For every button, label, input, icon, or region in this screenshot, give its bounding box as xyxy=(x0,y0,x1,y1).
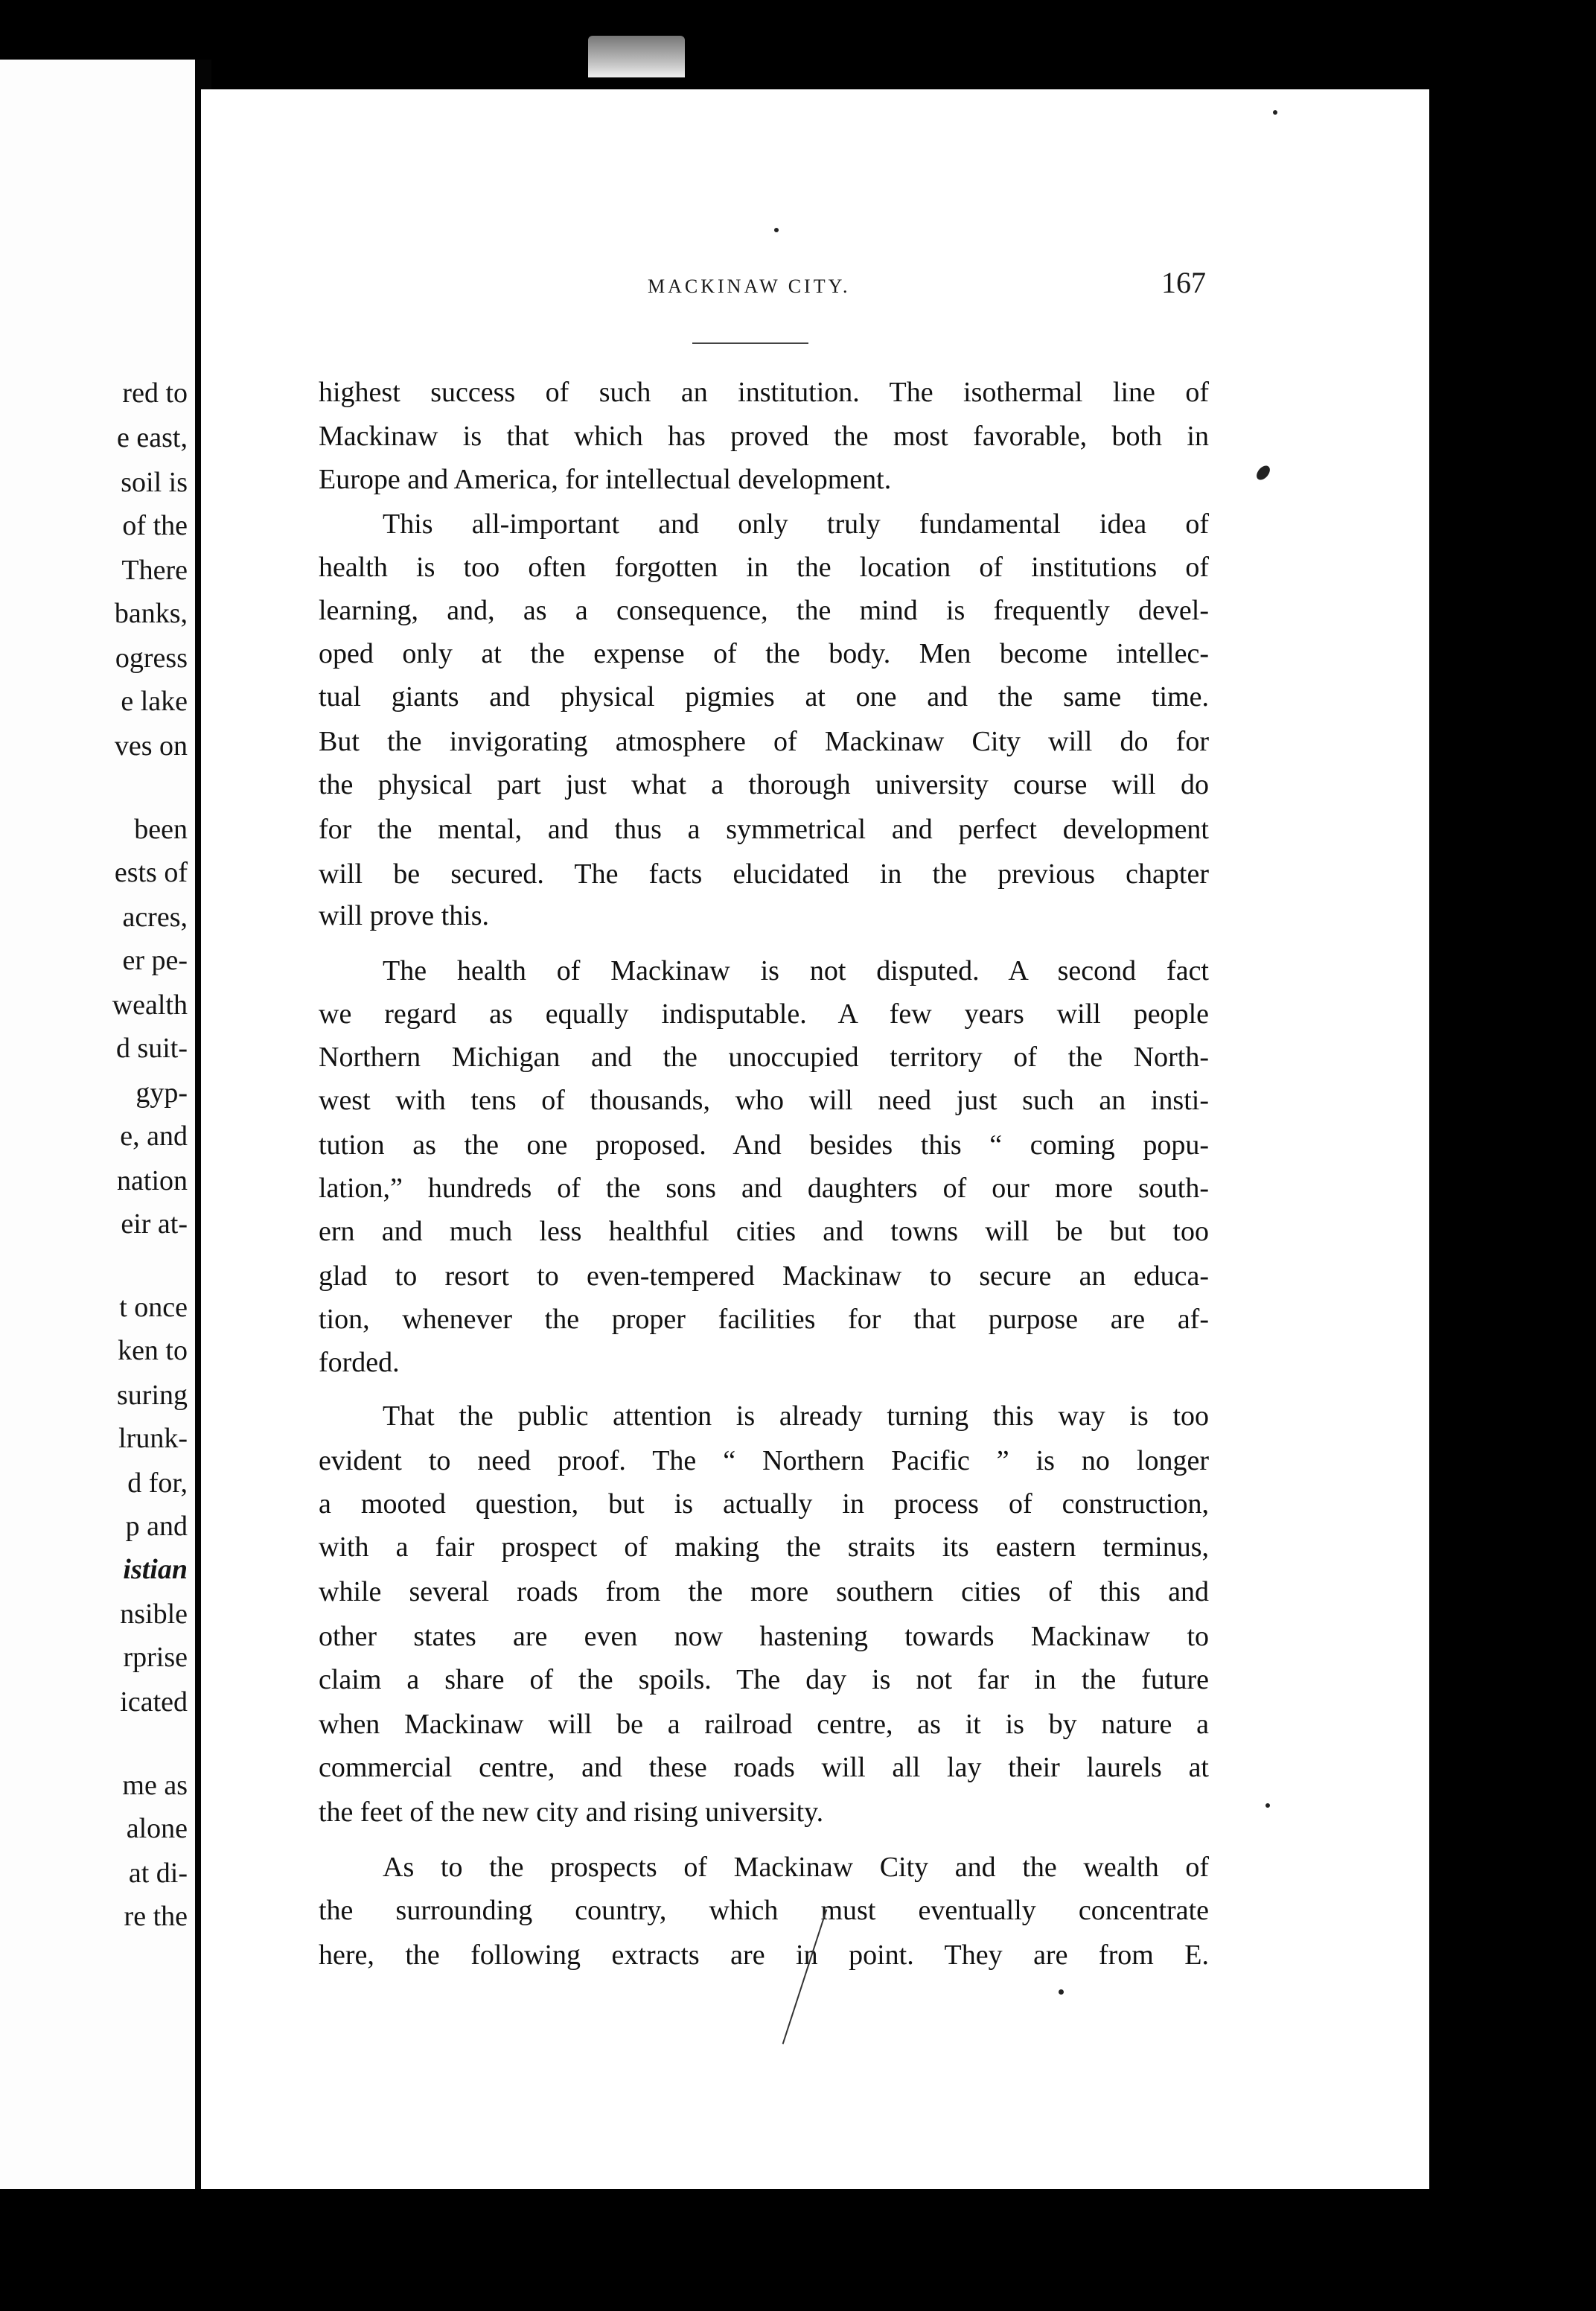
body-line: the feet of the new city and rising university. xyxy=(319,1797,824,1828)
body-line: The health of Mackinaw is not disputed. A second fact xyxy=(383,955,1209,986)
body-line: This all-important and only truly fundamental idea of xyxy=(383,509,1209,540)
facing-page-line: er pe- xyxy=(122,945,188,976)
facing-page-line: lrunk- xyxy=(118,1423,188,1454)
facing-page-line: been xyxy=(134,814,188,845)
facing-page-line: acres, xyxy=(122,902,188,933)
body-line: forded. xyxy=(319,1347,400,1378)
running-head: MACKINAW CITY. xyxy=(648,275,851,297)
scan-speck xyxy=(1265,1803,1270,1808)
body-line: evident to need proof. The “ Northern Pacific ” is no longer xyxy=(319,1445,1209,1476)
body-line: tion, whenever the proper facilities for that purpose are af- xyxy=(319,1304,1209,1335)
body-line: for the mental, and thus a symmetrical and perfect development xyxy=(319,814,1209,845)
body-line: when Mackinaw will be a railroad centre, as it is by nature a xyxy=(319,1709,1209,1740)
body-line: commercial centre, and these roads will all lay their laurels at xyxy=(319,1752,1209,1783)
facing-page-line: soil is xyxy=(121,467,188,498)
body-line: Europe and America, for intellectual development. xyxy=(319,464,892,495)
body-line: with a fair prospect of making the straits its eastern terminus, xyxy=(319,1531,1209,1563)
facing-page-line: alone xyxy=(126,1813,188,1844)
body-line: Northern Michigan and the unoccupied territory of the North- xyxy=(319,1042,1209,1073)
facing-page-line: ests of xyxy=(114,857,188,888)
facing-page-line: p and xyxy=(125,1511,188,1542)
body-line: here, the following extracts are in point. They are from E. xyxy=(319,1939,1209,1971)
body-line: the surrounding country, which must eventually concentrate xyxy=(319,1895,1209,1926)
facing-page-line: t once xyxy=(119,1292,188,1323)
facing-page-line: There xyxy=(121,555,188,586)
facing-page-line: rprise xyxy=(123,1642,188,1673)
body-line: oped only at the expense of the body. Men become intellec- xyxy=(319,638,1209,669)
facing-page-line: e, and xyxy=(120,1121,188,1152)
body-line: a mooted question, but is actually in process of construction, xyxy=(319,1488,1209,1520)
body-line: That the public attention is already turning this way is too xyxy=(383,1400,1209,1432)
scan-speck xyxy=(1059,1989,1064,1995)
body-line: will prove this. xyxy=(319,900,490,931)
facing-page-line: nsible xyxy=(120,1598,188,1630)
body-line: the physical part just what a thorough university course will do xyxy=(319,769,1209,800)
facing-page-line: eir at- xyxy=(121,1208,188,1240)
facing-page-line: ogress xyxy=(115,643,188,674)
body-line: will be secured. The facts elucidated in the previous chapter xyxy=(319,858,1209,890)
body-line: health is too often forgotten in the location of institutions of xyxy=(319,552,1209,583)
facing-page-line: d suit- xyxy=(115,1033,188,1064)
page-number: 167 xyxy=(1161,266,1206,299)
book-page xyxy=(201,89,1429,2189)
facing-page-line: wealth xyxy=(112,989,188,1021)
body-line: learning, and, as a consequence, the mind is frequently devel- xyxy=(319,595,1209,626)
body-line: other states are even now hastening towards Mackinaw to xyxy=(319,1621,1209,1652)
clip-tab xyxy=(588,36,685,77)
body-line: west with tens of thousands, who will need just such an insti- xyxy=(319,1085,1209,1116)
facing-page-line: e east, xyxy=(117,422,188,453)
facing-page-line: e lake xyxy=(121,686,188,717)
header-rule xyxy=(692,342,808,344)
body-line: while several roads from the more southern cities of this and xyxy=(319,1576,1209,1607)
facing-page-line: at di- xyxy=(128,1858,188,1889)
facing-page-line: icated xyxy=(120,1686,188,1718)
body-line: we regard as equally indisputable. A few years will people xyxy=(319,998,1209,1030)
facing-page-line: suring xyxy=(117,1380,188,1411)
pencil-mark xyxy=(782,1909,828,2044)
facing-page-line: red to xyxy=(122,377,188,409)
scan-speck xyxy=(1254,463,1273,482)
facing-page-line: ves on xyxy=(114,730,188,762)
body-line: Mackinaw is that which has proved the most favorable, both in xyxy=(319,421,1209,452)
body-line: As to the prospects of Mackinaw City and the wealth of xyxy=(383,1852,1209,1883)
scan-speck xyxy=(1273,110,1277,115)
scan-speck xyxy=(774,228,779,232)
body-line: tution as the one proposed. And besides this “ coming popu- xyxy=(319,1129,1209,1161)
facing-page-line: re the xyxy=(124,1901,188,1932)
body-line: lation,” hundreds of the sons and daughters of our more south- xyxy=(319,1173,1209,1204)
body-line: But the invigorating atmosphere of Mackinaw City will do for xyxy=(319,726,1209,757)
facing-page-line: gyp- xyxy=(135,1077,188,1109)
facing-page-line: ken to xyxy=(118,1335,188,1366)
facing-page-line: nation xyxy=(117,1165,188,1196)
facing-page xyxy=(0,60,195,2189)
body-line: claim a share of the spoils. The day is not far in the future xyxy=(319,1664,1209,1695)
facing-page-line: me as xyxy=(122,1770,188,1801)
facing-page-line: of the xyxy=(122,510,188,541)
body-line: tual giants and physical pigmies at one and the same time. xyxy=(319,681,1209,713)
facing-page-line: banks, xyxy=(114,598,188,629)
body-line: highest success of such an institution. The isothermal line of xyxy=(319,377,1209,408)
facing-page-line: d for, xyxy=(127,1467,188,1499)
body-line: ern and much less healthful cities and towns will be but too xyxy=(319,1216,1209,1247)
body-line: glad to resort to even-tempered Mackinaw to secure an educa- xyxy=(319,1260,1209,1292)
facing-page-line: istian xyxy=(123,1554,188,1585)
